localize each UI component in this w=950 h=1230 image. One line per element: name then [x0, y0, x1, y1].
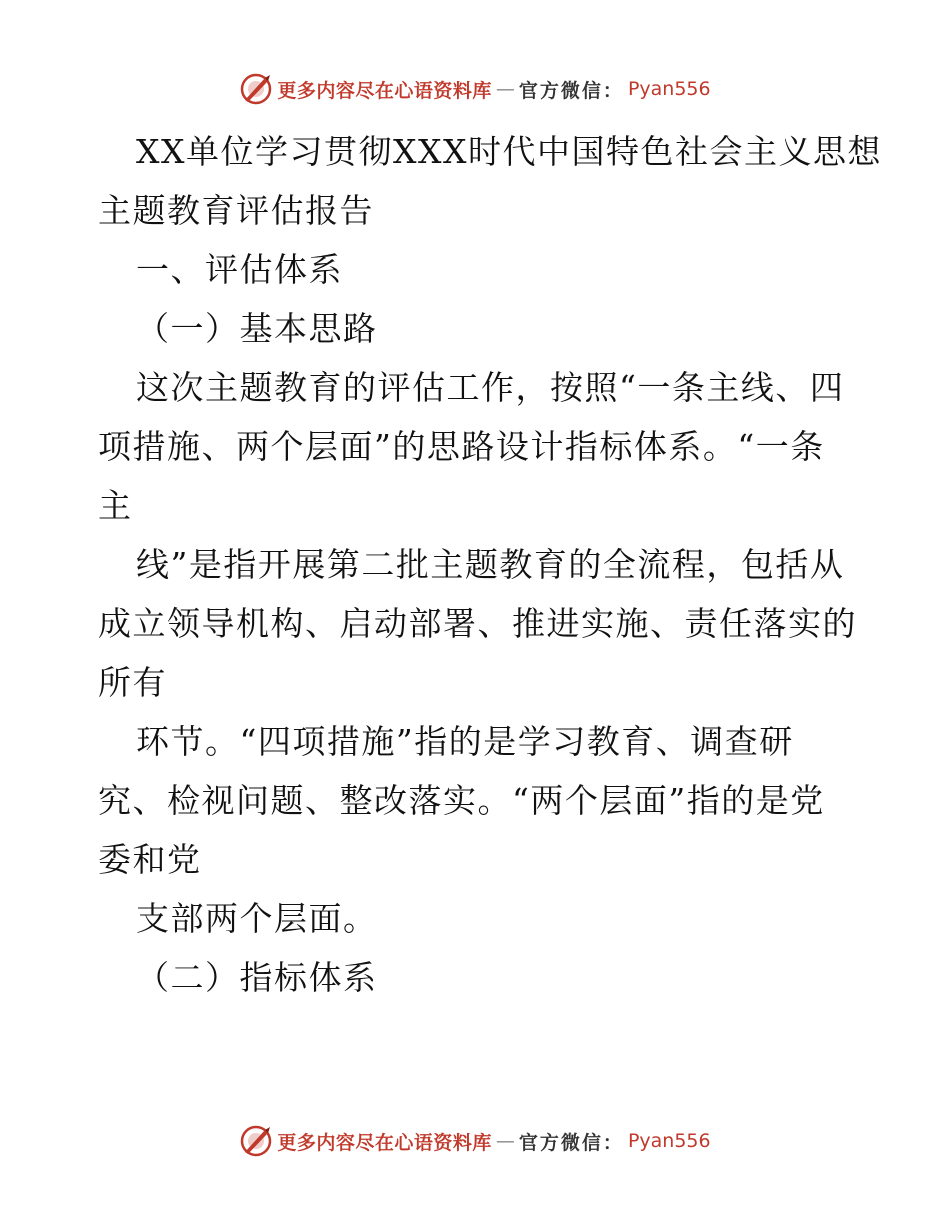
paragraph-line: 支部两个层面。: [136, 899, 378, 938]
banner-wechat-label: 官方微信：: [518, 79, 624, 102]
banner-wechat-id: Pyan556: [627, 1130, 711, 1152]
paragraph-line: 环节。“四项措施”指的是学习教育、调查研: [136, 722, 794, 761]
footer-banner: [0, 1124, 950, 1158]
header-banner: [0, 72, 950, 106]
paragraph-line: 委和党: [98, 840, 202, 879]
paragraph-line: 所有: [98, 663, 167, 702]
quill-pen-logo-icon: [239, 1124, 273, 1158]
banner-separator: —: [495, 78, 515, 100]
paragraph-line: 线”是指开展第二批主题教育的全流程，包括从: [136, 545, 845, 584]
paragraph-line: 主: [98, 486, 133, 525]
banner-wechat-id: Pyan556: [627, 78, 711, 100]
subsection-heading-2: （二）指标体系: [136, 958, 378, 997]
banner-main-text: 更多内容尽在心语资料库: [277, 79, 492, 102]
doc-title-line-1: XX单位学习贯彻XXX时代中国特色社会主义思想: [136, 132, 882, 171]
section-heading-1: 一、评估体系: [136, 250, 343, 289]
doc-title-line-2: 主题教育评估报告: [98, 191, 374, 230]
banner-separator: —: [495, 1130, 515, 1152]
banner-wechat-label: 官方微信：: [518, 1131, 624, 1154]
subsection-heading-1: （一）基本思路: [136, 309, 378, 348]
paragraph-line: 项措施、两个层面”的思路设计指标体系。“一条: [98, 427, 825, 466]
paragraph-line: 成立领导机构、启动部署、推进实施、责任落实的: [98, 604, 857, 643]
paragraph-line: 这次主题教育的评估工作，按照“一条主线、四: [136, 368, 845, 407]
document-body: [98, 122, 882, 1007]
banner-main-text: 更多内容尽在心语资料库: [277, 1131, 492, 1154]
quill-pen-logo-icon: [239, 72, 273, 106]
paragraph-line: 究、检视问题、整改落实。“两个层面”指的是党: [98, 781, 825, 820]
